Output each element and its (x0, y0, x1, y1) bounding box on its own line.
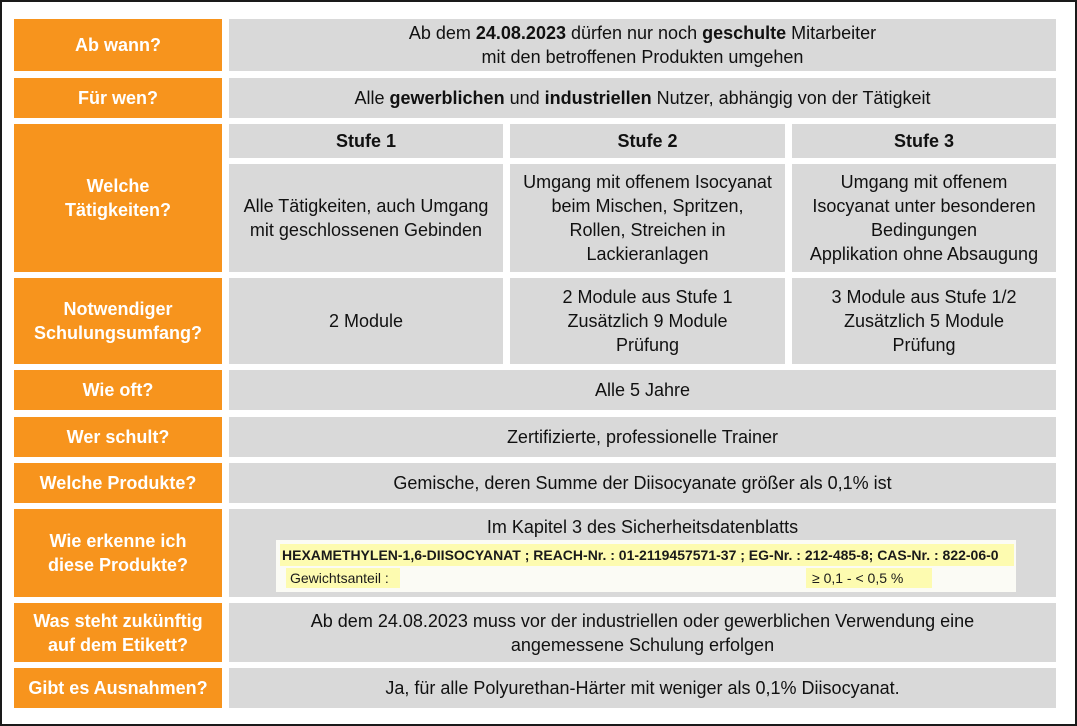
value-ab-wann (229, 19, 1056, 71)
taetigkeit-stufe-1: Alle Tätigkeiten, auch Umgang mit geschlossenen Gebinden (229, 164, 503, 272)
umfang-stufe-2: 2 Module aus Stufe 1 Zusätzlich 9 Module Prüfung (510, 278, 785, 364)
value-wer-schult: Zertifizierte, professionelle Trainer (229, 417, 1056, 457)
label-ab-wann: Ab wann? (14, 19, 222, 71)
sds-weight-value: ≥ 0,1 - < 0,5 % (806, 568, 932, 588)
label-wie-erkennen: Wie erkenne ich diese Produkte? (14, 509, 222, 597)
taetigkeit-stufe-2: Umgang mit offenem Isocyanat beim Mischen, Spritzen, Rollen, Streichen in Lackieranlagen (510, 164, 785, 272)
label-wer-schult: Wer schult? (14, 417, 222, 457)
label-etikett: Was steht zukünftig auf dem Etikett? (14, 603, 222, 662)
ab-wann-line-2: mit den betroffenen Produkten umgehen (481, 47, 804, 67)
taetigkeit-stufe-3: Umgang mit offenem Isocyanat unter besonderen Bedingungen Applikation ohne Absaugung (792, 164, 1056, 272)
sds-weight-label: Gewichtsanteil : (286, 568, 400, 588)
header-stufe-3: Stufe 3 (792, 124, 1056, 158)
ab-wann-line-1: Ab dem 24.08.2023 dürfen nur noch geschulte Mitarbeiter (408, 23, 877, 43)
umfang-stufe-3: 3 Module aus Stufe 1/2 Zusätzlich 5 Module Prüfung (792, 278, 1056, 364)
value-etikett: Ab dem 24.08.2023 muss vor der industriellen oder gewerblichen Verwendung eine angemessene Schulung erfolgen (229, 603, 1056, 662)
sds-excerpt (276, 540, 1016, 592)
value-ausnahmen: Ja, für alle Polyurethan-Härter mit weniger als 0,1% Diisocyanat. (229, 668, 1056, 708)
label-ausnahmen: Gibt es Ausnahmen? (14, 668, 222, 708)
value-wie-erkennen: Im Kapitel 3 des Sicherheitsdatenblatts (229, 509, 1056, 597)
header-stufe-1: Stufe 1 (229, 124, 503, 158)
label-fuer-wen: Für wen? (14, 78, 222, 118)
label-welche-produkte: Welche Produkte? (14, 463, 222, 503)
value-welche-produkte: Gemische, deren Summe der Diisocyanate größer als 0,1% ist (229, 463, 1056, 503)
label-wie-oft: Wie oft? (14, 370, 222, 410)
value-fuer-wen: Alle gewerblichen und industriellen Nutzer, abhängig von der Tätigkeit (229, 78, 1056, 118)
sds-substance-line: HEXAMETHYLEN-1,6-DIISOCYANAT ; REACH-Nr. : 01-2119457571-37 ; EG-Nr. : 212-485-8; CAS-Nr. : 822-06-0 (280, 544, 1014, 566)
umfang-stufe-1: 2 Module (229, 278, 503, 364)
value-wie-oft: Alle 5 Jahre (229, 370, 1056, 410)
label-taetigkeiten: Welche Tätigkeiten? (14, 124, 222, 272)
header-stufe-2: Stufe 2 (510, 124, 785, 158)
label-schulungsumfang: Notwendiger Schulungsumfang? (14, 278, 222, 364)
